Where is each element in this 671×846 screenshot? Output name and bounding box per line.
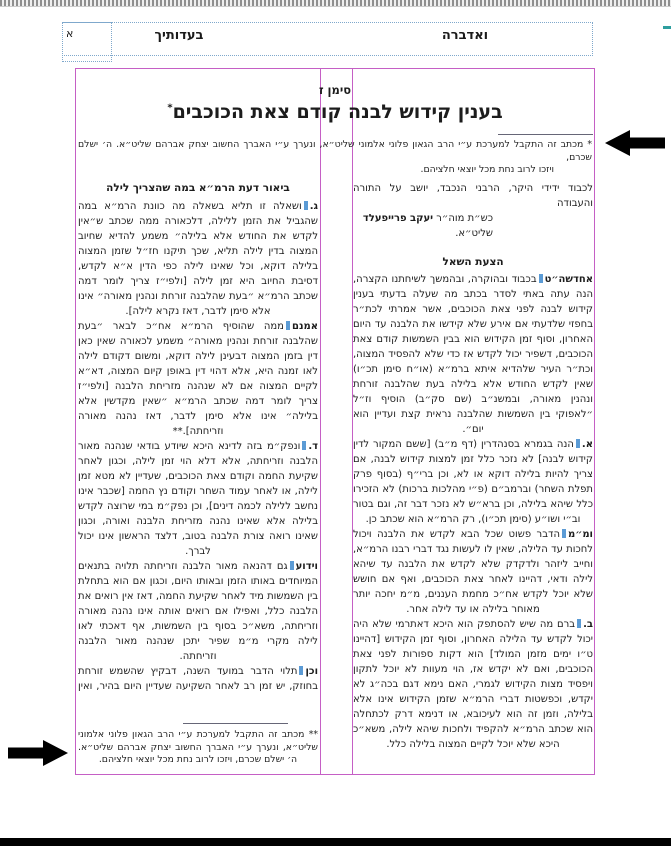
highlight-mark — [290, 561, 294, 570]
window-top-edge — [0, 0, 671, 7]
siman-label: סימן ז — [318, 83, 352, 97]
footnote-separator-top — [498, 134, 593, 135]
paragraph: א.הנה בגמרא בסנהדרין (דף מ״ב) [ששם המקור לדין קידוש לבנה] לא נזכר כלל זמן למצות קידוש לבנה, אם צריך להיות בלילה דוקא או לא, וכן ברי״ף (בסוף פרק תפלת השחר) וברמב״ם (פ״י מהלכות ברכות) לא הזכירו כלל שיהא בלילה, וכן ברא״ש לא נזכר דבר זה, וגם בטור וב״י ושו״ע (סימן תכ״ו), רק הרמ״א הוא שכתב כן. — [353, 439, 593, 525]
footnote-bottom — [78, 723, 318, 767]
paragraph: אמנםממה שהוסיף הרמ״א אח״כ לבאר ״בעת שהלבנה זורחת ונהנין מאורה״ משמע לכאורה שאין כאן דין בזמן המצוה דבעינן לילה דוקא, ומשום דקודם לילה לאו זמנה היא, אלא דהוי דין באופן קיום המצוה, דא״א לקיים המצוה אם לא שנהנה מזריחת הלבנה [ולפי״ז צריך לומר דמה שכתב הרמ״א ״שאין מקדשין אלא בלילה״ אינו אלא סימן לדבר, דאז נהנה מאורה וזריחתה].** — [78, 321, 318, 437]
section-heading: ביאור דעת הרמ״א במה שהצריך לילה — [106, 182, 290, 194]
annotation-arrow-left-icon — [604, 127, 666, 159]
footnote-separator-bottom — [183, 723, 288, 724]
footnote-bottom-text: ** מכתב זה התקבל למערכת ע״י הרב הגאון פלוני אלמוני שליט״א, ונערך ע״י האברך החשוב יצחק אברהם שליט״א. ה׳ ישלם שכרם, ויזכו לרוב נחת מכל יוצאי חלציהם. — [78, 729, 318, 765]
paragraph: אחדשה״טבכבוד ובהוקרה, ובהמשך לשיחתנו הקצרה, הנה עתה באתי לסדר בכתב מה שעלה בדעתי בענין קידוש לבנה לפני צאת הכוכבים, אשר אמרתי לכת״ר בחפזי שלדעתי אם אירע שלא קידשו את הלבנה עד היום האחרון, וסוף זמן הקידוש הוא בבין השמשות קודם צאת הכוכבים, דשפיר יכול לקדש אז כדי שלא להפסיד המצוה, וכת״ר העיר שלהדיא איתא ברמ״א (או״ח סימן תכ״ו) שאין לקדש החודש אלא בלילה בעת שהלבנה זורחת ונהנין מאורה, ובמשנ״ב (שם סק״ב) הוסיף וז״ל ״לאפוקי בין השמשות שהלבנה נראית קצת ועדיין הוא יום״. — [353, 274, 593, 435]
highlight-mark — [299, 666, 303, 675]
highlight-mark — [539, 274, 543, 283]
footnote-ref-asterisk: * — [167, 102, 173, 114]
page-number: א — [66, 27, 74, 40]
paragraph: וידועגם דהנאה מאור הלבנה וזריחתה תלויה בתנאים המיוחדים באותו הזמן ובאותו היום, וכגון אם הוא בתחלת בין השמשות מיד לאחר שקיעת החמה, דאז אין רואים את הלבנה כלל, ואפילו אם רואים אותה אינו נהנה מאורה וזריחתה, משא״כ בסוף בין השמשות, אף דאכתי לאו לילה מקרי מ״מ שפיר יתכן שנהנה מאור הלבנה וזריחתה. — [78, 561, 318, 662]
paragraph: ב.ברם מה שיש להסתפק הוא היכא דאתרמי שלא היה יכול לקדש עד הלילה האחרון, וסוף זמן הקידוש [דהיינו ט״ו ימים מזמן המולד] הוא דקות ספורות לפני צאת הכוכבים, ואם לא יקדש אז, הוי מעוות לא יוכל לתקון ויפסיד מצות הקידוש לגמרי, האם נימא דגם בכה״ג לא יקדש, וכפשטות דברי הרמ״א שזמן הקידוש אינו אלא בלילה, וזמן זה הוא לעיכובא, או דנימא דרק לכתחלה הוא שכתב הרמ״א להקפיד ולחכות שיהא לילה, משא״כ היכא שלא יוכל לקיים המצוה בלילה כלל. — [353, 619, 593, 750]
highlight-mark — [577, 619, 581, 628]
window-bottom-edge — [0, 838, 671, 846]
header-title-right: ואדברה — [441, 28, 489, 43]
recipient-name: יעקב פרייפעלד — [362, 213, 434, 224]
annotation-arrow-right-icon — [7, 737, 69, 769]
screen-artifact — [663, 26, 671, 29]
paragraph: ד.ונפק״מ בזה לדינא היכא שיודע בודאי שנהנה מאור הלבנה וזריחתה, אלא דלא הוי זמן לילה, וכגון לאחר שקיעת החמה וקודם צאת הכוכבים, שעדיין לא מטא זמן לילה, או לאחר עמוד השחר וקודם נץ החמה [שכבר אינו נחשב ללילה לכמה דינים], וכן נפק״מ במי שרוצה לקדש בלילה אלא שאינו נהנה מזריחת הלבנה ואורה, וכגון שאינו רואה צורת הלבנה בטוב, דלצד הראשון אינו יכול לברך. — [78, 441, 318, 557]
highlight-mark — [562, 529, 566, 538]
footnote-top-line1: * מכתב זה התקבל למערכת ע״י הרב הגאון פלוני אלמוני שליט״א, ונערך ע״י האברך החשוב יצחק אברהם שליט״א. ה׳ ישלם שכרם, — [78, 139, 592, 163]
highlight-mark — [302, 441, 306, 450]
page-number-box[interactable] — [62, 22, 112, 62]
highlight-mark — [304, 201, 308, 210]
footnote-top-line2: ויזכו לרוב נחת מכל יוצאי חלציהם. — [420, 164, 554, 175]
page-header-area[interactable] — [62, 22, 593, 56]
page-title: בענין קידוש לבנה קודם צאת הכוכבים* — [167, 101, 503, 123]
highlight-mark — [286, 321, 290, 330]
address-line-1: לכבוד ידידי היקר, הרבני הנכבד, יושב על התורה והעבודה — [353, 183, 593, 209]
paragraph: ג.ושאלה זו תליא בשאלה מה כוונת הרמ״א במה שהגביל את הזמן ללילה, דלכאורה ממה שכתב ש״אין לקדש את החודש אלא בלילה״ משמע להדיא שחיוב המצוה בדין לילה תליא, שכך תיקנו חז״ל שזמן המצוה בלילה דוקא, וכל שאינו לילה כפי הדין א״א לקדש, דסיבת החיוב היא זמן לילה [ולפי״ז צריך לומר דמה שכתב הרמ״א ״בעת שהלבנה זורחת ונהנין מאורה״ אינו אלא סימן לדבר, דאז נקרא לילה]. — [78, 201, 318, 317]
address-line-2: כש״ת מוה״ר יעקב פרייפעלד שליט״א. — [362, 213, 493, 239]
footnote-top — [78, 139, 592, 177]
column-left — [78, 181, 318, 694]
column-right — [353, 181, 593, 752]
highlight-mark — [576, 439, 580, 448]
document-text-area[interactable] — [75, 68, 595, 775]
paragraph: ומ״מהדבר פשוט שכל הבא לקדש את הלבנה ויכול לחכות עד הלילה, שאין לו לעשות נגד דברי רבנו הרמ״א, וחייב ליזהר ולדקדק שלא לקדש את הלבנה עד שיהא לילה ודאי, דהיינו לאחר צאת הכוכבים, ואף אם חושש שלא יוכל לקדש אח״כ מחמת העננים, מ״מ יחכה יותר מאוחר בלילה או עד לילה אחר. — [353, 529, 593, 615]
section-heading: הצעת השאל — [442, 256, 504, 268]
paragraph: וכןתלוי הדבר במועד השנה, דבקיץ שהשמש זורחת בחוזק, יש זמן רב לאחר השקיעה שעדיין היום בהיר, ואין — [78, 666, 318, 692]
header-title-left: בעדותיך — [154, 28, 204, 43]
